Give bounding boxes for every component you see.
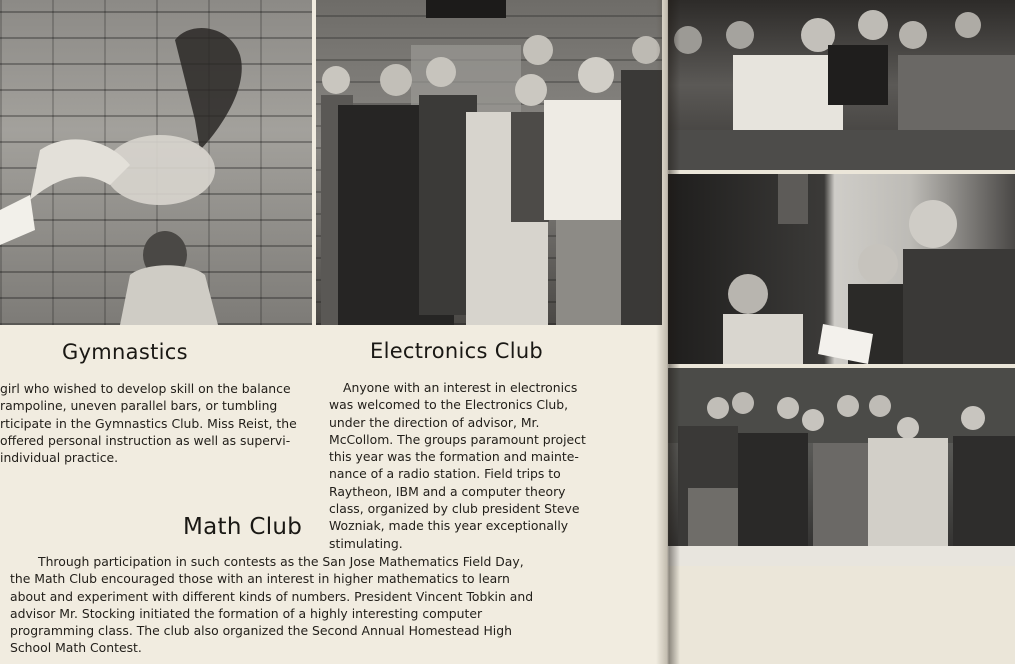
math-club-figures <box>668 368 1015 566</box>
electronics-line: class, organized by club president Steve <box>329 501 580 517</box>
electronics-group-figures <box>316 0 662 325</box>
electronics-club-photo <box>316 0 662 325</box>
students-discussion-photo <box>668 174 1015 364</box>
electronics-line: McCollom. The groups paramount project <box>329 431 586 447</box>
math-club-photo <box>668 368 1015 566</box>
math-line: Through participation in such contests as the San Jose Mathematics Field Day, <box>38 554 524 569</box>
math-line: about and experiment with different kinds of numbers. President Vincent Tobkin and <box>10 588 534 604</box>
electronics-line: was welcomed to the Electronics Club, <box>329 397 569 413</box>
electronics-line: nance of a radio station. Field trips to <box>329 466 561 482</box>
electronics-club-heading: Electronics Club <box>370 339 544 363</box>
discussion-figures <box>668 174 1015 364</box>
math-line: programming class. The club also organized the Second Annual Homestead High <box>10 623 512 639</box>
classroom-students <box>668 0 1015 170</box>
gymnastics-photo <box>0 0 312 325</box>
electronics-line: Raytheon, IBM and a computer theory <box>329 483 566 499</box>
classroom-photo <box>668 0 1015 170</box>
math-line: the Math Club encouraged those with an interest in higher mathematics to learn <box>10 571 510 587</box>
gymnastics-line: rticipate in the Gymnastics Club. Miss Reist, the <box>0 415 297 431</box>
gymnastics-paragraph <box>0 380 305 466</box>
math-line: advisor Mr. Stocking initiated the formation of a highly interesting computer <box>10 605 483 621</box>
page-gutter <box>656 0 680 664</box>
gymnastics-line: rampoline, uneven parallel bars, or tumbling <box>0 398 278 414</box>
electronics-line: Anyone with an interest in electronics <box>343 380 578 395</box>
electronics-line: Wozniak, made this year exceptionally <box>329 518 569 534</box>
math-line: School Math Contest. <box>10 640 142 656</box>
math-club-heading: Math Club <box>183 514 303 540</box>
electronics-line: this year was the formation and mainte- <box>329 449 579 465</box>
gymnast-figure <box>0 0 312 325</box>
electronics-line: under the direction of advisor, Mr. <box>329 414 540 430</box>
electronics-club-paragraph <box>329 379 594 552</box>
gymnastics-heading: Gymnastics <box>62 340 188 364</box>
electronics-line: stimulating. <box>329 535 403 551</box>
gymnastics-line: individual practice. <box>0 450 119 466</box>
gymnastics-line: girl who wished to develop skill on the balance <box>0 381 291 396</box>
math-club-paragraph <box>10 553 550 657</box>
gymnastics-line: offered personal instruction as well as supervi- <box>0 432 291 448</box>
